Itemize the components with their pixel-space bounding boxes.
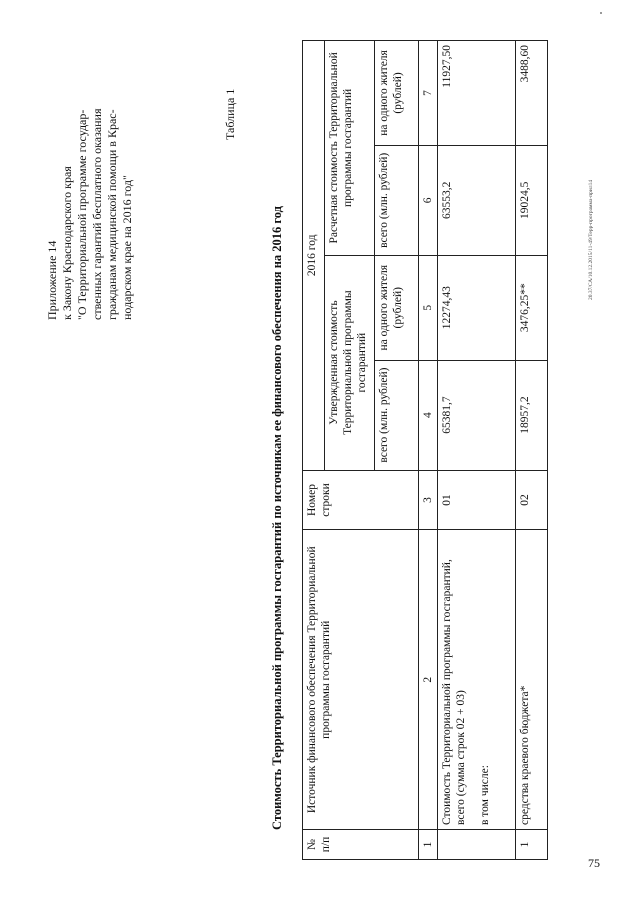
cell-approved-total: 18957,2 (516, 360, 548, 470)
page-number: 75 (588, 856, 600, 870)
appendix-line: гражданам медицинской помощи в Крас- (105, 109, 119, 320)
col-number: 7 (419, 41, 438, 146)
cell-calc-per: 3488,60 (516, 41, 548, 146)
header-calculated: Расчетная стоимость Территориальной программы госгарантий (325, 41, 375, 256)
cell-calc-total: 19024,5 (516, 145, 548, 255)
appendix-header (45, 45, 135, 320)
header-num: № п/п (303, 830, 419, 860)
cell-source-sub: в том числе: (479, 765, 491, 826)
header-approved-per: на одного жителя (рублей) (375, 255, 419, 360)
footer-code: 20.37/СА/10.12.2015/11-49/Терр-программа-прил14 (588, 179, 594, 300)
cell-calc-total: 63553,2 (438, 145, 516, 255)
appendix-line: нодарском крае на 2016 год" (120, 175, 134, 320)
appendix-line: "О Территориальной программе государ- (75, 109, 89, 320)
col-number: 5 (419, 255, 438, 360)
cell-num: 1 (516, 830, 548, 860)
table-row (516, 41, 548, 860)
cell-approved-per: 3476,25** (516, 255, 548, 360)
header-year: 2016 год (303, 41, 325, 471)
col-number: 6 (419, 145, 438, 255)
cost-table (302, 40, 548, 860)
header-source: Источник финансового обеспечения Территориальной программы госгарантий (303, 530, 419, 830)
header-calc-per: на одного жителя (рублей) (375, 41, 419, 146)
appendix-line: к Закону Краснодарского края (60, 166, 74, 320)
header-approved-total: всего (млн. рублей) (375, 360, 419, 470)
col-number: 4 (419, 360, 438, 470)
cell-approved-per: 12274,43 (438, 255, 516, 360)
header-calc-total: всего (млн. рублей) (375, 145, 419, 255)
appendix-line: ственных гарантий бесплатного оказания (90, 108, 104, 320)
col-number: 2 (419, 530, 438, 830)
rotated-content (40, 40, 600, 860)
col-number: 3 (419, 470, 438, 530)
cell-source: средства краевого бюджета* (516, 530, 548, 830)
table-label: Таблица 1 (223, 88, 237, 140)
appendix-line: Приложение 14 (45, 240, 59, 320)
table-row (438, 41, 516, 860)
cell-calc-per: 11927,50 (438, 41, 516, 146)
col-number: 1 (419, 830, 438, 860)
cell-line: 02 (516, 470, 548, 530)
document-title: Стоимость Территориальной программы госгарантий по источникам ее финансового обеспечения на 2016 год (270, 206, 284, 830)
cell-approved-total: 65381,7 (438, 360, 516, 470)
cell-source (438, 530, 516, 830)
cell-num (438, 830, 516, 860)
cell-line: 01 (438, 470, 516, 530)
header-approved: Утвержденная стоимость Территориальной программы госгарантий (325, 255, 375, 470)
cell-source-text: Стоимость Территориальной программы госгарантий, всего (сумма строк 02 + 03) (441, 559, 467, 826)
header-line: Номер строки (303, 470, 419, 530)
scan-speck (600, 12, 602, 14)
